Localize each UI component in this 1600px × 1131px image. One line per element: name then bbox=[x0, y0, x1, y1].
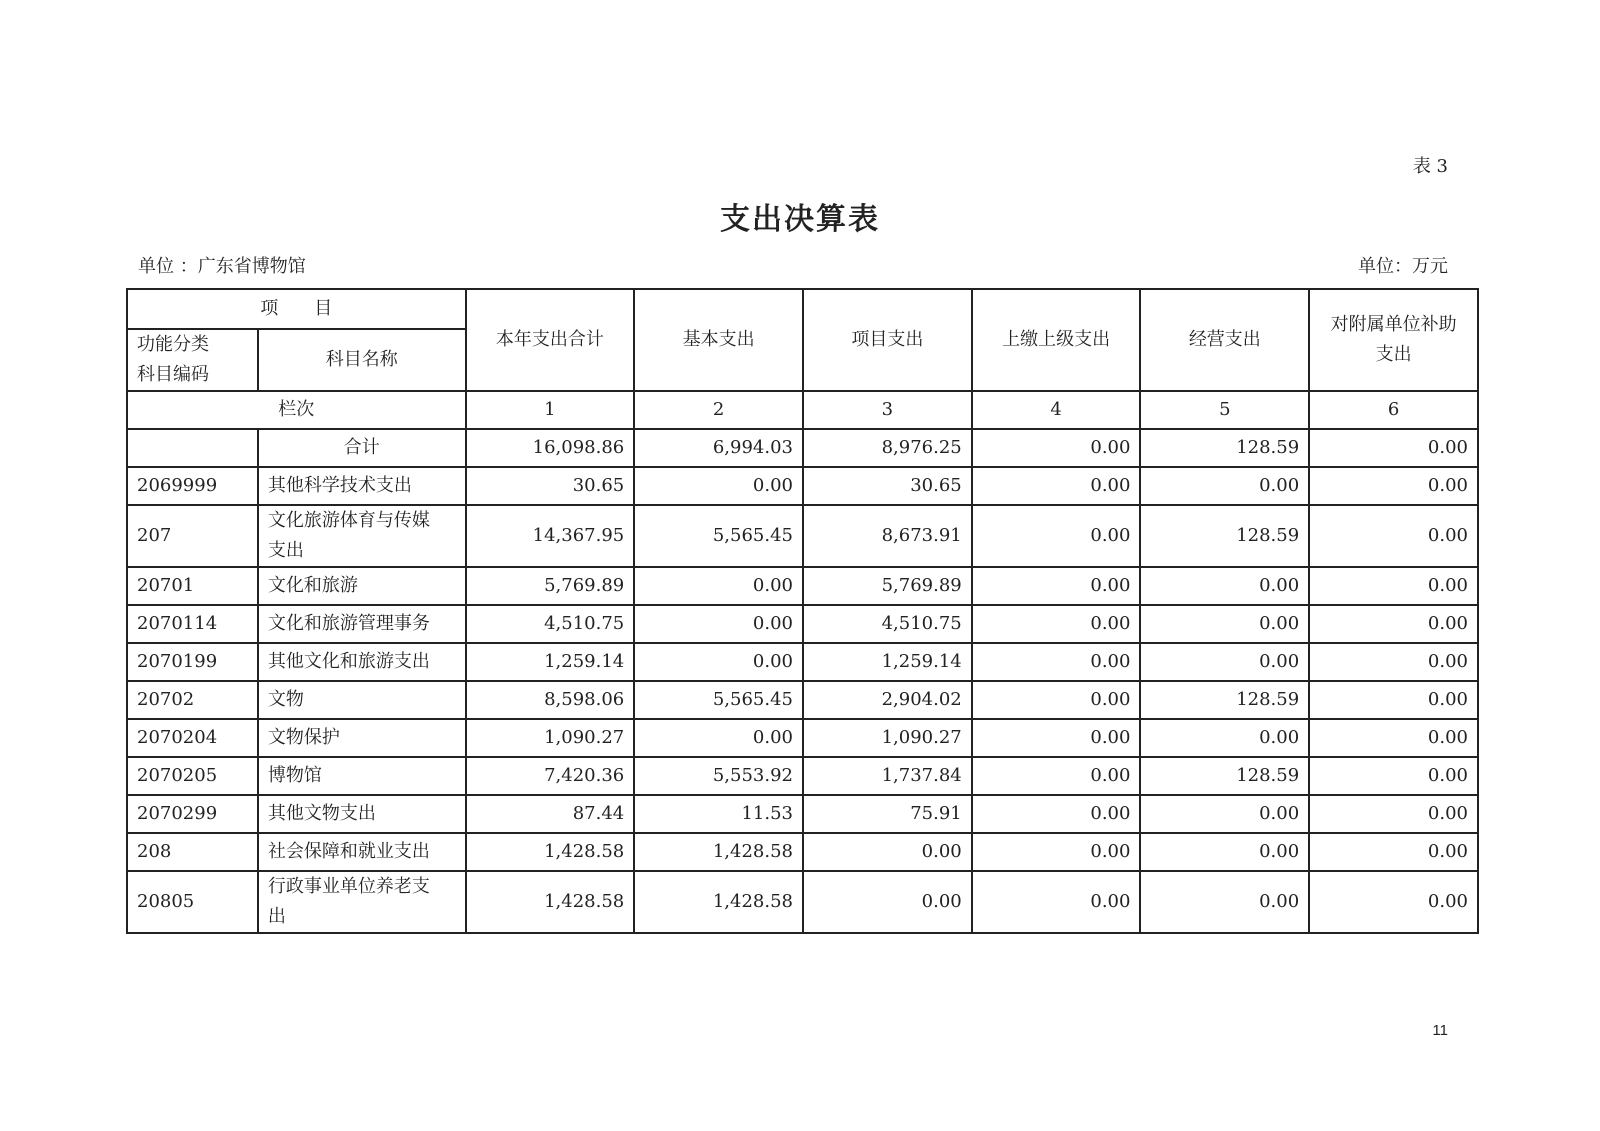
amount-cell: 8,673.91 bbox=[803, 505, 972, 567]
amount-cell: 0.00 bbox=[1309, 719, 1478, 757]
subject-code: 2070299 bbox=[127, 795, 258, 833]
amount-cell: 8,976.25 bbox=[803, 429, 972, 467]
amount-cell: 0.00 bbox=[1140, 871, 1309, 933]
subject-name: 文化和旅游管理事务 bbox=[258, 605, 466, 643]
subject-code: 20701 bbox=[127, 567, 258, 605]
amount-cell: 30.65 bbox=[466, 467, 635, 505]
amount-cell: 6,994.03 bbox=[634, 429, 803, 467]
amount-cell: 0.00 bbox=[634, 719, 803, 757]
subject-name: 文化旅游体育与传媒 支出 bbox=[258, 505, 466, 567]
subject-name: 其他科学技术支出 bbox=[258, 467, 466, 505]
subject-name: 行政事业单位养老支 出 bbox=[258, 871, 466, 933]
col-num: 1 bbox=[466, 391, 635, 429]
amount-cell: 128.59 bbox=[1140, 429, 1309, 467]
subject-code: 207 bbox=[127, 505, 258, 567]
subject-name: 合计 bbox=[258, 429, 466, 467]
subject-name: 博物馆 bbox=[258, 757, 466, 795]
amount-cell: 0.00 bbox=[1140, 643, 1309, 681]
col-num: 5 bbox=[1140, 391, 1309, 429]
header-col-total: 本年支出合计 bbox=[466, 289, 635, 391]
amount-cell: 1,737.84 bbox=[803, 757, 972, 795]
subject-code: 2070199 bbox=[127, 643, 258, 681]
header-col-upper: 上缴上级支出 bbox=[972, 289, 1141, 391]
header-code: 功能分类 科目编码 bbox=[127, 329, 258, 391]
amount-cell: 0.00 bbox=[972, 429, 1141, 467]
amount-cell: 0.00 bbox=[1140, 605, 1309, 643]
table-row bbox=[127, 505, 1478, 567]
amount-cell: 0.00 bbox=[634, 567, 803, 605]
amount-cell: 0.00 bbox=[972, 681, 1141, 719]
reporting-unit: 单位 ：广东省博物馆 bbox=[138, 256, 306, 277]
amount-cell: 0.00 bbox=[972, 757, 1141, 795]
amount-cell: 0.00 bbox=[972, 643, 1141, 681]
amount-cell: 0.00 bbox=[972, 567, 1141, 605]
amount-cell: 75.91 bbox=[803, 795, 972, 833]
amount-cell: 0.00 bbox=[1309, 505, 1478, 567]
amount-cell: 5,769.89 bbox=[466, 567, 635, 605]
amount-cell: 128.59 bbox=[1140, 757, 1309, 795]
subject-code: 2070205 bbox=[127, 757, 258, 795]
subject-code: 2070204 bbox=[127, 719, 258, 757]
subject-name: 其他文物支出 bbox=[258, 795, 466, 833]
table-row bbox=[127, 795, 1478, 833]
table-row bbox=[127, 833, 1478, 871]
amount-cell: 4,510.75 bbox=[803, 605, 972, 643]
table-row bbox=[127, 757, 1478, 795]
amount-cell: 8,598.06 bbox=[466, 681, 635, 719]
page-title: 支出决算表 bbox=[720, 202, 880, 237]
amount-cell: 14,367.95 bbox=[466, 505, 635, 567]
amount-cell: 0.00 bbox=[1140, 833, 1309, 871]
amount-cell: 128.59 bbox=[1140, 505, 1309, 567]
subject-code bbox=[127, 429, 258, 467]
amount-cell: 1,259.14 bbox=[803, 643, 972, 681]
header-col-basic: 基本支出 bbox=[634, 289, 803, 391]
table-row bbox=[127, 681, 1478, 719]
amount-cell: 0.00 bbox=[634, 605, 803, 643]
subject-name: 社会保障和就业支出 bbox=[258, 833, 466, 871]
amount-cell: 0.00 bbox=[1309, 757, 1478, 795]
table-row bbox=[127, 605, 1478, 643]
table-row bbox=[127, 567, 1478, 605]
subject-name: 文物保护 bbox=[258, 719, 466, 757]
table-row bbox=[127, 719, 1478, 757]
amount-cell: 0.00 bbox=[1309, 467, 1478, 505]
subject-name: 文化和旅游 bbox=[258, 567, 466, 605]
table-row bbox=[127, 429, 1478, 467]
page-number: 11 bbox=[1432, 1022, 1448, 1039]
subject-code: 208 bbox=[127, 833, 258, 871]
col-num: 6 bbox=[1309, 391, 1478, 429]
amount-cell: 1,090.27 bbox=[803, 719, 972, 757]
subject-name: 其他文化和旅游支出 bbox=[258, 643, 466, 681]
amount-cell: 0.00 bbox=[972, 833, 1141, 871]
header-col-project: 项目支出 bbox=[803, 289, 972, 391]
amount-cell: 0.00 bbox=[803, 871, 972, 933]
amount-cell: 0.00 bbox=[1309, 871, 1478, 933]
amount-cell: 1,428.58 bbox=[634, 833, 803, 871]
amount-cell: 30.65 bbox=[803, 467, 972, 505]
amount-cell: 0.00 bbox=[1309, 643, 1478, 681]
amount-cell: 0.00 bbox=[803, 833, 972, 871]
subject-code: 20805 bbox=[127, 871, 258, 933]
col-num: 2 bbox=[634, 391, 803, 429]
amount-cell: 0.00 bbox=[972, 719, 1141, 757]
amount-cell: 0.00 bbox=[1140, 467, 1309, 505]
row-label: 栏次 bbox=[127, 391, 466, 429]
amount-cell: 0.00 bbox=[1309, 833, 1478, 871]
amount-cell: 1,428.58 bbox=[466, 871, 635, 933]
amount-cell: 1,428.58 bbox=[634, 871, 803, 933]
table-number-label: 表 3 bbox=[1412, 156, 1448, 177]
amount-cell: 0.00 bbox=[1309, 681, 1478, 719]
expenditure-table bbox=[126, 288, 1479, 934]
amount-cell: 0.00 bbox=[972, 871, 1141, 933]
col-num: 4 bbox=[972, 391, 1141, 429]
table-row bbox=[127, 643, 1478, 681]
amount-cell: 5,565.45 bbox=[634, 681, 803, 719]
amount-cell: 0.00 bbox=[634, 643, 803, 681]
amount-cell: 0.00 bbox=[1309, 567, 1478, 605]
amount-cell: 128.59 bbox=[1140, 681, 1309, 719]
amount-cell: 0.00 bbox=[1140, 719, 1309, 757]
header-item: 项 目 bbox=[127, 289, 466, 329]
table-row bbox=[127, 871, 1478, 933]
subject-name: 文物 bbox=[258, 681, 466, 719]
amount-cell: 0.00 bbox=[972, 795, 1141, 833]
subject-code: 2069999 bbox=[127, 467, 258, 505]
header-col-subsidy: 对附属单位补助 支出 bbox=[1309, 289, 1478, 391]
amount-cell: 2,904.02 bbox=[803, 681, 972, 719]
subject-code: 2070114 bbox=[127, 605, 258, 643]
amount-cell: 11.53 bbox=[634, 795, 803, 833]
col-num: 3 bbox=[803, 391, 972, 429]
header-col-business: 经营支出 bbox=[1140, 289, 1309, 391]
currency-unit: 单位：万元 bbox=[1358, 256, 1448, 277]
amount-cell: 0.00 bbox=[1140, 567, 1309, 605]
amount-cell: 5,565.45 bbox=[634, 505, 803, 567]
header-name: 科目名称 bbox=[258, 329, 466, 391]
amount-cell: 0.00 bbox=[634, 467, 803, 505]
amount-cell: 0.00 bbox=[972, 505, 1141, 567]
amount-cell: 0.00 bbox=[972, 467, 1141, 505]
amount-cell: 5,769.89 bbox=[803, 567, 972, 605]
amount-cell: 5,553.92 bbox=[634, 757, 803, 795]
amount-cell: 0.00 bbox=[1309, 795, 1478, 833]
amount-cell: 0.00 bbox=[972, 605, 1141, 643]
amount-cell: 7,420.36 bbox=[466, 757, 635, 795]
amount-cell: 16,098.86 bbox=[466, 429, 635, 467]
table-row bbox=[127, 467, 1478, 505]
amount-cell: 0.00 bbox=[1309, 429, 1478, 467]
column-number-row bbox=[127, 391, 1478, 429]
amount-cell: 1,428.58 bbox=[466, 833, 635, 871]
amount-cell: 4,510.75 bbox=[466, 605, 635, 643]
amount-cell: 1,090.27 bbox=[466, 719, 635, 757]
amount-cell: 0.00 bbox=[1309, 605, 1478, 643]
amount-cell: 1,259.14 bbox=[466, 643, 635, 681]
subject-code: 20702 bbox=[127, 681, 258, 719]
amount-cell: 87.44 bbox=[466, 795, 635, 833]
header-row-1 bbox=[127, 289, 1478, 329]
amount-cell: 0.00 bbox=[1140, 795, 1309, 833]
